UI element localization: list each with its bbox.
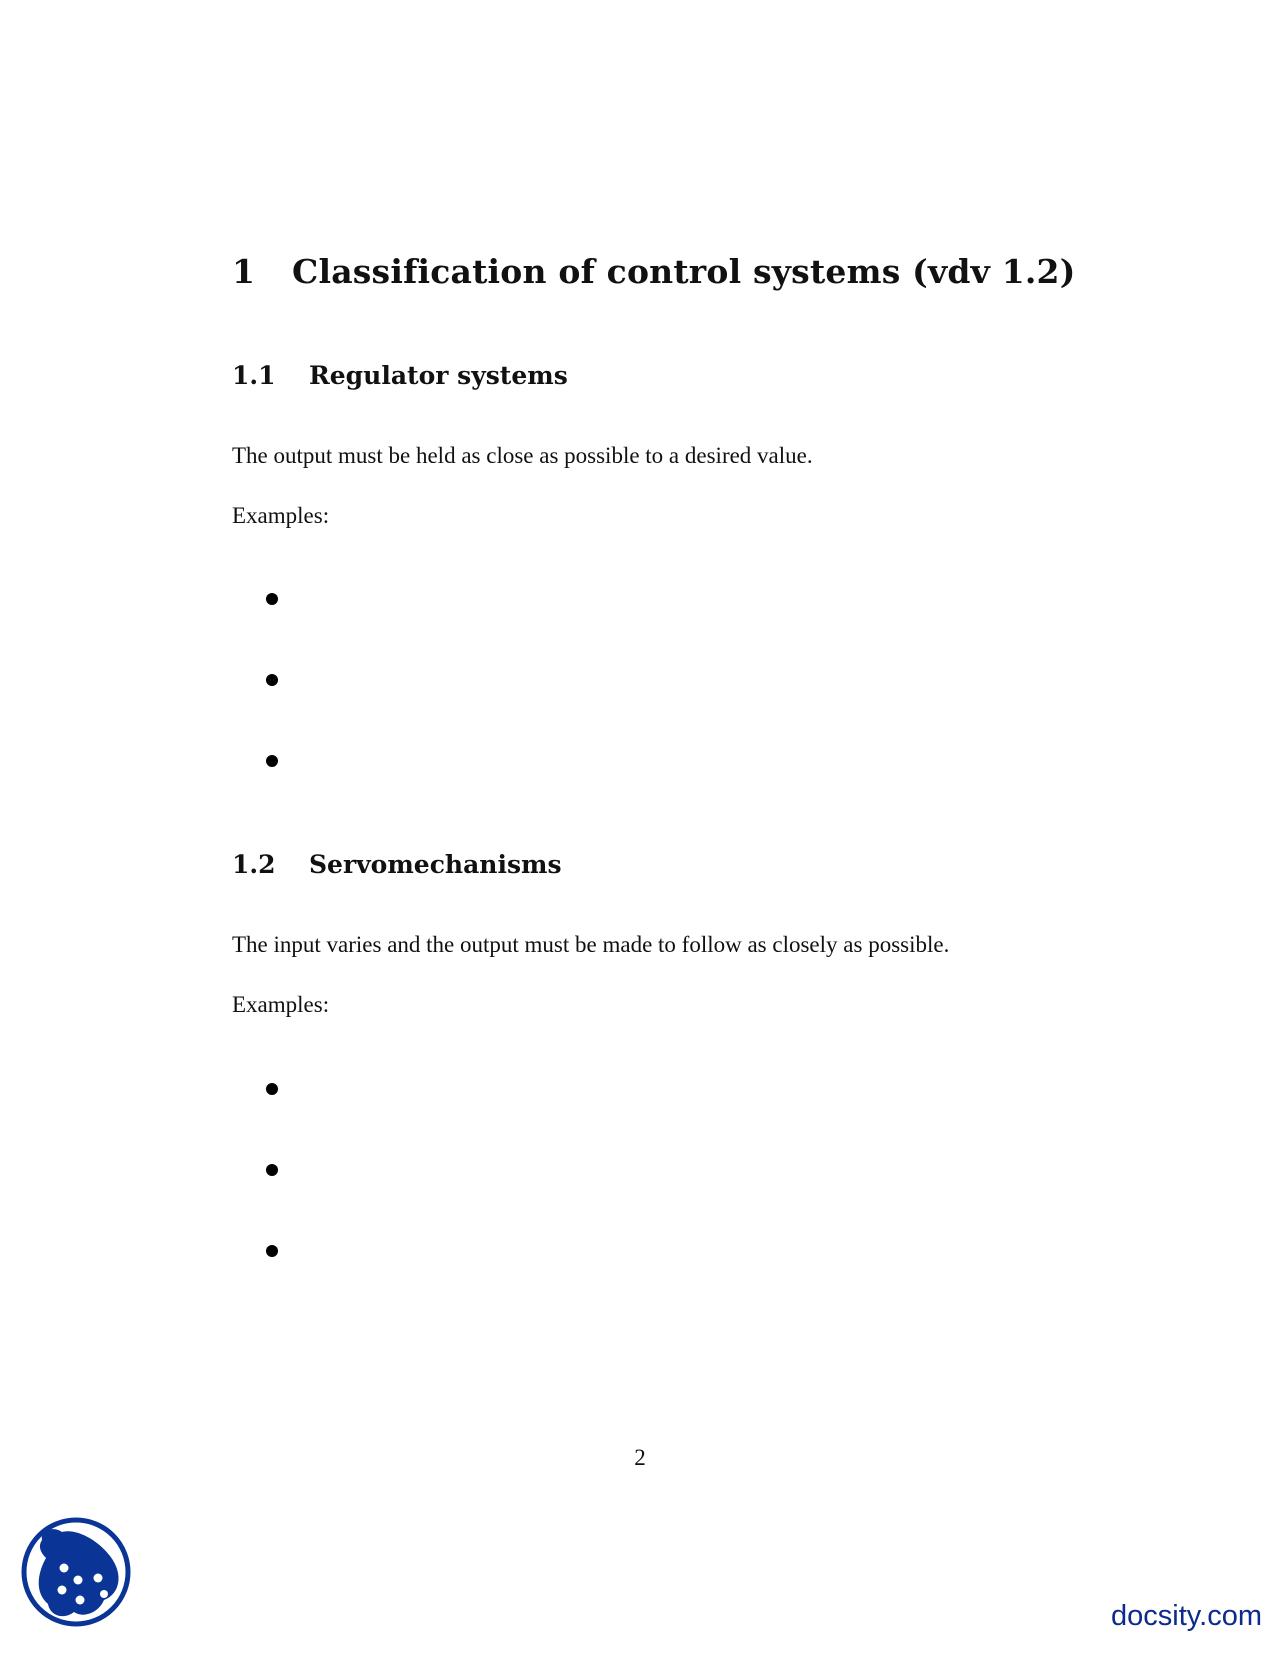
subsection-heading-regulator: [232, 361, 568, 390]
section-heading: [232, 252, 1076, 291]
subsection-number: 1.2: [232, 850, 276, 879]
list-item-bullet: [266, 1083, 278, 1095]
subsection-title-text: Servomechanisms: [309, 850, 562, 879]
list-item-bullet: [266, 1164, 278, 1176]
subsection-title-text: Regulator systems: [309, 361, 568, 390]
regulator-description: The output must be held as close as possible to a desired value.: [232, 443, 813, 468]
brand-link[interactable]: docsity.com: [1111, 1600, 1262, 1632]
subsection-heading-servomechanisms: [232, 850, 562, 879]
list-item-bullet: [266, 674, 278, 686]
servomechanisms-examples-label: Examples:: [232, 992, 330, 1017]
page-number: 2: [634, 1445, 646, 1470]
servomechanisms-description: The input varies and the output must be made to follow as closely as possible.: [232, 932, 950, 957]
section-title-text: Classification of control systems (vdv 1.2): [292, 252, 1076, 291]
subsection-number: 1.1: [232, 361, 276, 390]
list-item-bullet: [266, 1245, 278, 1257]
section-number: 1: [232, 252, 256, 291]
regulator-examples-label: Examples:: [232, 503, 330, 528]
list-item-bullet: [266, 755, 278, 767]
docsity-logo-icon[interactable]: [20, 1516, 132, 1628]
list-item-bullet: [266, 593, 278, 605]
